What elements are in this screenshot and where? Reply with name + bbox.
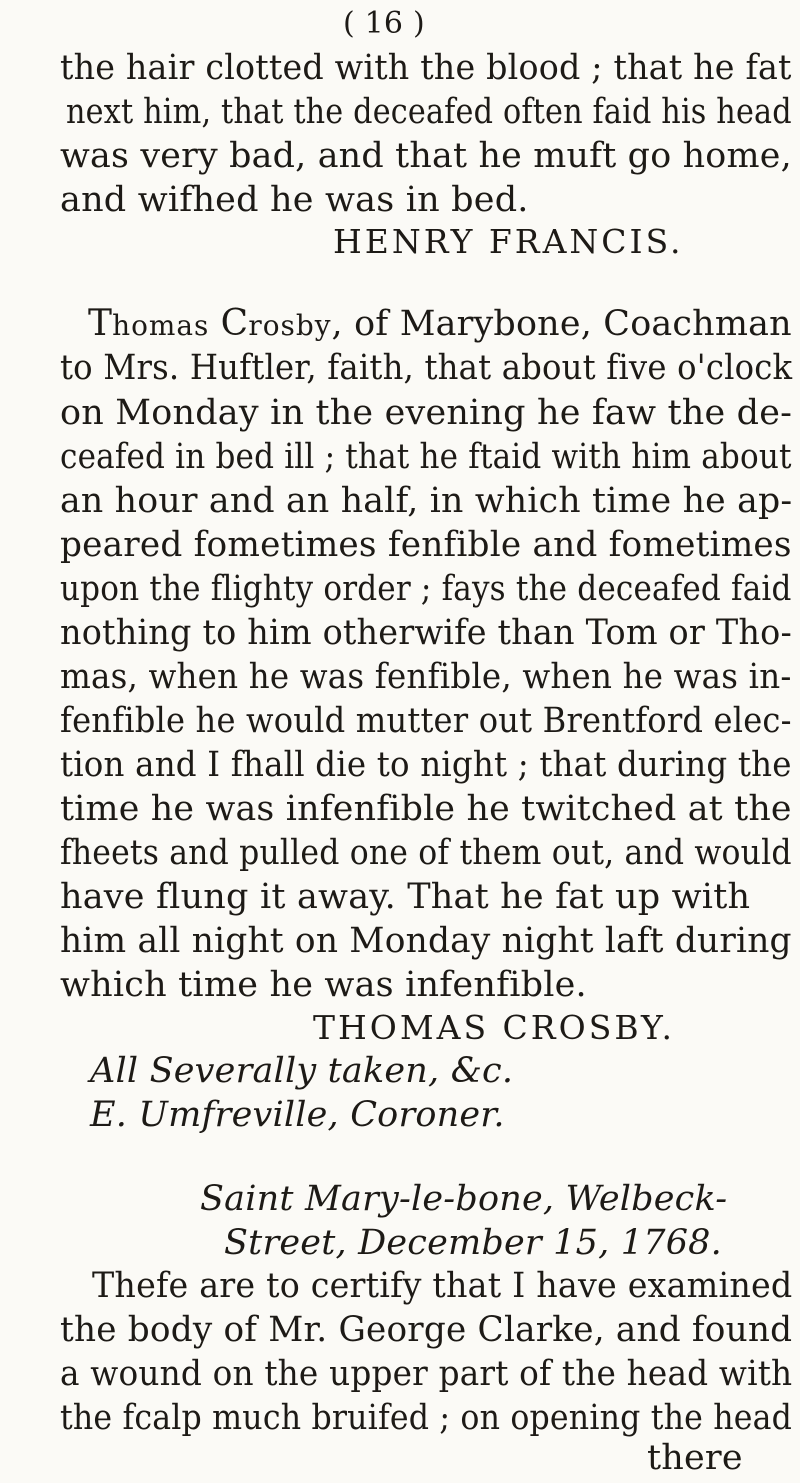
text-line: the body of Mr. George Clarke, and found: [60, 1310, 793, 1350]
text-line: was very bad, and that he muft go home,: [60, 136, 792, 176]
signature-thomas-crosby: THOMAS CROSBY.: [313, 1008, 676, 1047]
location-line: Saint Mary-le-bone, Welbeck-: [200, 1179, 728, 1219]
heading-rest: , of Marybone, Coachman: [331, 304, 792, 344]
page-number: ( 16 ): [343, 6, 425, 41]
text-line: Thefe are to certify that I have examined: [92, 1266, 793, 1306]
heading-initial: T: [88, 303, 113, 344]
heading-smallcaps: rosby: [248, 309, 332, 342]
text-line: which time he was infenfible.: [60, 965, 587, 1005]
attestation-line: All Severally taken, &c.: [90, 1051, 514, 1091]
text-line: fheets and pulled one of them out, and would: [60, 833, 792, 873]
text-line: the hair clotted with the blood ; that he fat: [60, 48, 792, 88]
date-line: Street, December 15, 1768.: [224, 1223, 722, 1263]
heading-initial: C: [220, 303, 249, 344]
text-line: and wifhed he was in bed.: [60, 180, 529, 220]
text-line: fenfible he would mutter out Brentford elec-: [60, 701, 792, 741]
signature-henry-francis: HENRY FRANCIS.: [333, 222, 684, 261]
text-line: time he was infenfible he twitched at the: [60, 789, 792, 829]
text-line: have flung it away. That he fat up with: [60, 877, 751, 917]
text-line: next him, that the deceafed often faid his head: [66, 92, 792, 132]
text-line: him all night on Monday night laft during: [60, 921, 792, 961]
text-line: upon the flighty order ; fays the deceafed faid: [60, 569, 792, 609]
text-line: tion and I fhall die to night ; that during the: [60, 745, 792, 785]
coroner-line: E. Umfreville, Coroner.: [90, 1095, 505, 1135]
text-line: on Monday in the evening he faw the de-: [60, 393, 793, 433]
text-line: to Mrs. Huftler, faith, that about five o'clock: [60, 348, 793, 388]
catchword: there: [647, 1438, 743, 1478]
text-line: a wound on the upper part of the head with: [60, 1354, 793, 1394]
text-line: mas, when he was fenfible, when he was in-: [60, 657, 792, 697]
heading-smallcaps: homas: [112, 309, 210, 342]
text-line: nothing to him otherwife than Tom or Tho-: [60, 613, 792, 653]
text-line: an hour and an half, in which time he ap-: [60, 481, 793, 521]
text-line: the fcalp much bruifed ; on opening the head: [60, 1398, 793, 1438]
text-line: ceafed in bed ill ; that he ftaid with him about: [60, 437, 792, 477]
text-line: peared fometimes fenfible and fometimes: [60, 525, 792, 565]
crosby-heading-line: [88, 304, 792, 346]
